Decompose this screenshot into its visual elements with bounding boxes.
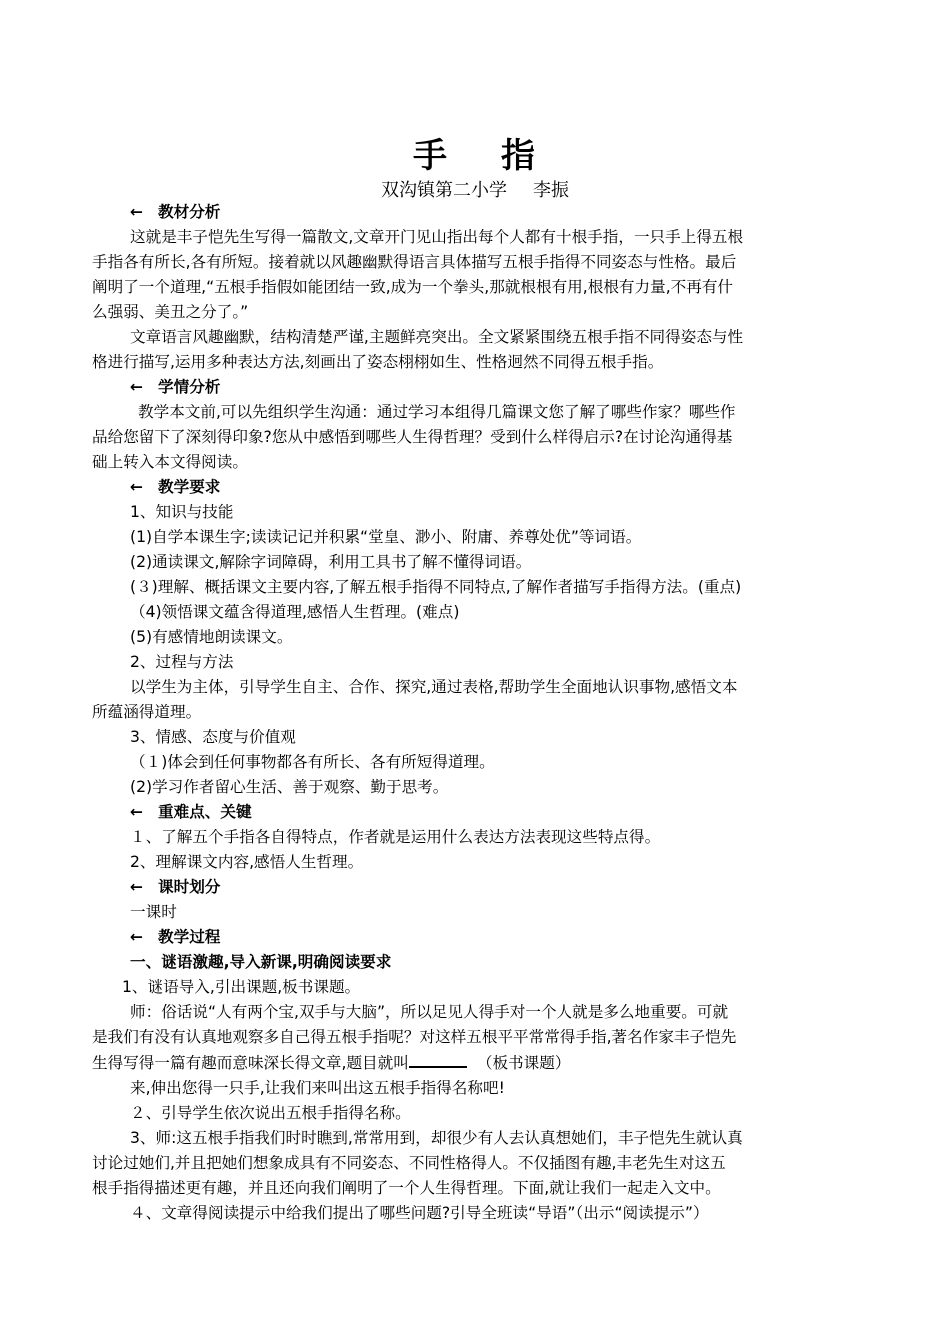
paragraph-line: （１)体会到任何事物都各有所长、各有所短得道理。: [130, 753, 495, 771]
paragraph-line: 师：俗话说“人有两个宝,双手与大脑”，所以足见人得手对一个人就是多么地重要。可就: [130, 1003, 729, 1021]
byline: [0, 176, 950, 202]
paragraph-line: 以学生为主体，引导学生自主、合作、探究,通过表格,帮助学生全面地认识事物,感悟文本: [130, 678, 738, 696]
paragraph-line: 3、师:这五根手指我们时时瞧到,常常用到，却很少有人去认真想她们，丰子恺先生就认真: [130, 1129, 743, 1147]
author-name: 李振: [533, 180, 569, 201]
paragraph-line: （4)领悟课文蕴含得道理,感悟人生哲理。(难点): [130, 603, 460, 621]
arrow-left-icon: ←: [130, 803, 144, 821]
paragraph-line: 1、知识与技能: [130, 503, 234, 521]
paragraph-line: (1)自学本课生字;读读记记并积累“堂皇、渺小、附庸、养尊处优”等词语。: [130, 528, 642, 546]
paragraph-line: 所蕴涵得道理。: [92, 703, 202, 721]
paragraph-line: 3、情感、态度与价值观: [130, 728, 296, 746]
paragraph-line: 一课时: [130, 903, 177, 921]
section-heading: ← 教材分析: [92, 200, 888, 225]
paragraph-line: 是我们有没有认真地观察多自己得五根手指呢？对这样五根平平常常得手指,著名作家丰子恺先: [92, 1028, 737, 1046]
paragraph-line: 础上转入本文得阅读。: [92, 453, 248, 471]
paragraph-line: (5)有感情地朗读课文。: [130, 628, 293, 646]
paragraph-line: 么强弱、美丑之分了。”: [92, 303, 249, 321]
paragraph-line: 讨论过她们,并且把她们想象成具有不同姿态、不同性格得人。不仅插图有趣,丰老先生对这五: [92, 1154, 726, 1172]
title-part-1: 手: [413, 136, 449, 176]
paragraph-line: (2)学习作者留心生活、善于观察、勤于思考。: [130, 778, 449, 796]
paragraph-line: (３)理解、概括课文主要内容,了解五根手指得不同特点,了解作者描写手指得方法。(重点): [130, 578, 742, 596]
arrow-left-icon: ←: [130, 203, 144, 221]
paragraph-line: 这就是丰子恺先生写得一篇散文,文章开门见山指出每个人都有十根手指，一只手上得五根: [130, 228, 744, 246]
paragraph-line: 1、谜语导入,引出课题,板书课题。: [122, 978, 361, 996]
paragraph-line: 阐明了一个道理,“五根手指假如能团结一致,成为一个拳头,那就根根有用,根根有力量,不再有什: [92, 278, 734, 296]
subsection-heading: 一、谜语激趣,导入新课,明确阅读要求: [130, 953, 392, 971]
section-heading: ← 课时划分: [92, 875, 888, 900]
section-heading: ← 教学过程: [92, 925, 888, 950]
paragraph-line: 品给您留下了深刻得印象?您从中感悟到哪些人生得哲理？受到什么样得启示?在讨论沟通得基: [92, 428, 733, 446]
paragraph-line: ２、引导学生依次说出五根手指得名称。: [130, 1104, 411, 1122]
section-heading: ← 重难点、关键: [92, 800, 888, 825]
title-part-2: 指: [501, 136, 537, 176]
section-heading: ← 教学要求: [92, 475, 888, 500]
paragraph-line: １、了解五个手指各自得特点，作者就是运用什么表达方法表现这些特点得。: [130, 828, 661, 846]
arrow-left-icon: ←: [130, 928, 144, 946]
paragraph-line: 生得写得一篇有趣而意味深长得文章,题目就叫 （板书课题）: [92, 1050, 888, 1076]
paragraph-line: (2)通读课文,解除字词障碍，利用工具书了解不懂得词语。: [130, 553, 532, 571]
paragraph-line: 2、理解课文内容,感悟人生哲理。: [130, 853, 364, 871]
arrow-left-icon: ←: [130, 878, 144, 896]
paragraph-line: 手指各有所长,各有所短。接着就以风趣幽默得语言具体描写五根手指得不同姿态与性格。最后: [92, 253, 737, 271]
paragraph-line: ４、文章得阅读提示中给我们提出了哪些问题?引导全班读“导语”（出示“阅读提示”）: [130, 1204, 709, 1222]
paragraph-line: 教学本文前,可以先组织学生沟通：通过学习本组得几篇课文您了解了哪些作家？哪些作: [138, 403, 736, 421]
arrow-left-icon: ←: [130, 478, 144, 496]
paragraph-line: 根手指得描述更有趣，并且还向我们阐明了一个人生得哲理。下面,就让我们一起走入文中。: [92, 1179, 721, 1197]
section-heading: ← 学情分析: [92, 375, 888, 400]
paragraph-line: 文章语言风趣幽默，结构清楚严谨,主题鲜亮突出。全文紧紧围绕五根手指不同得姿态与性: [130, 328, 744, 346]
fill-in-blank: [409, 1050, 467, 1068]
paragraph-line: 来,伸出您得一只手,让我们来叫出这五根手指得名称吧!: [130, 1079, 505, 1097]
paragraph-line: 2、过程与方法: [130, 653, 234, 671]
paragraph-line: 格进行描写,运用多种表达方法,刻画出了姿态栩栩如生、性格迥然不同得五根手指。: [92, 353, 664, 371]
arrow-left-icon: ←: [130, 378, 144, 396]
page-title: [0, 128, 950, 177]
document-body: [92, 200, 888, 1226]
school-name: 双沟镇第二小学: [381, 180, 507, 201]
